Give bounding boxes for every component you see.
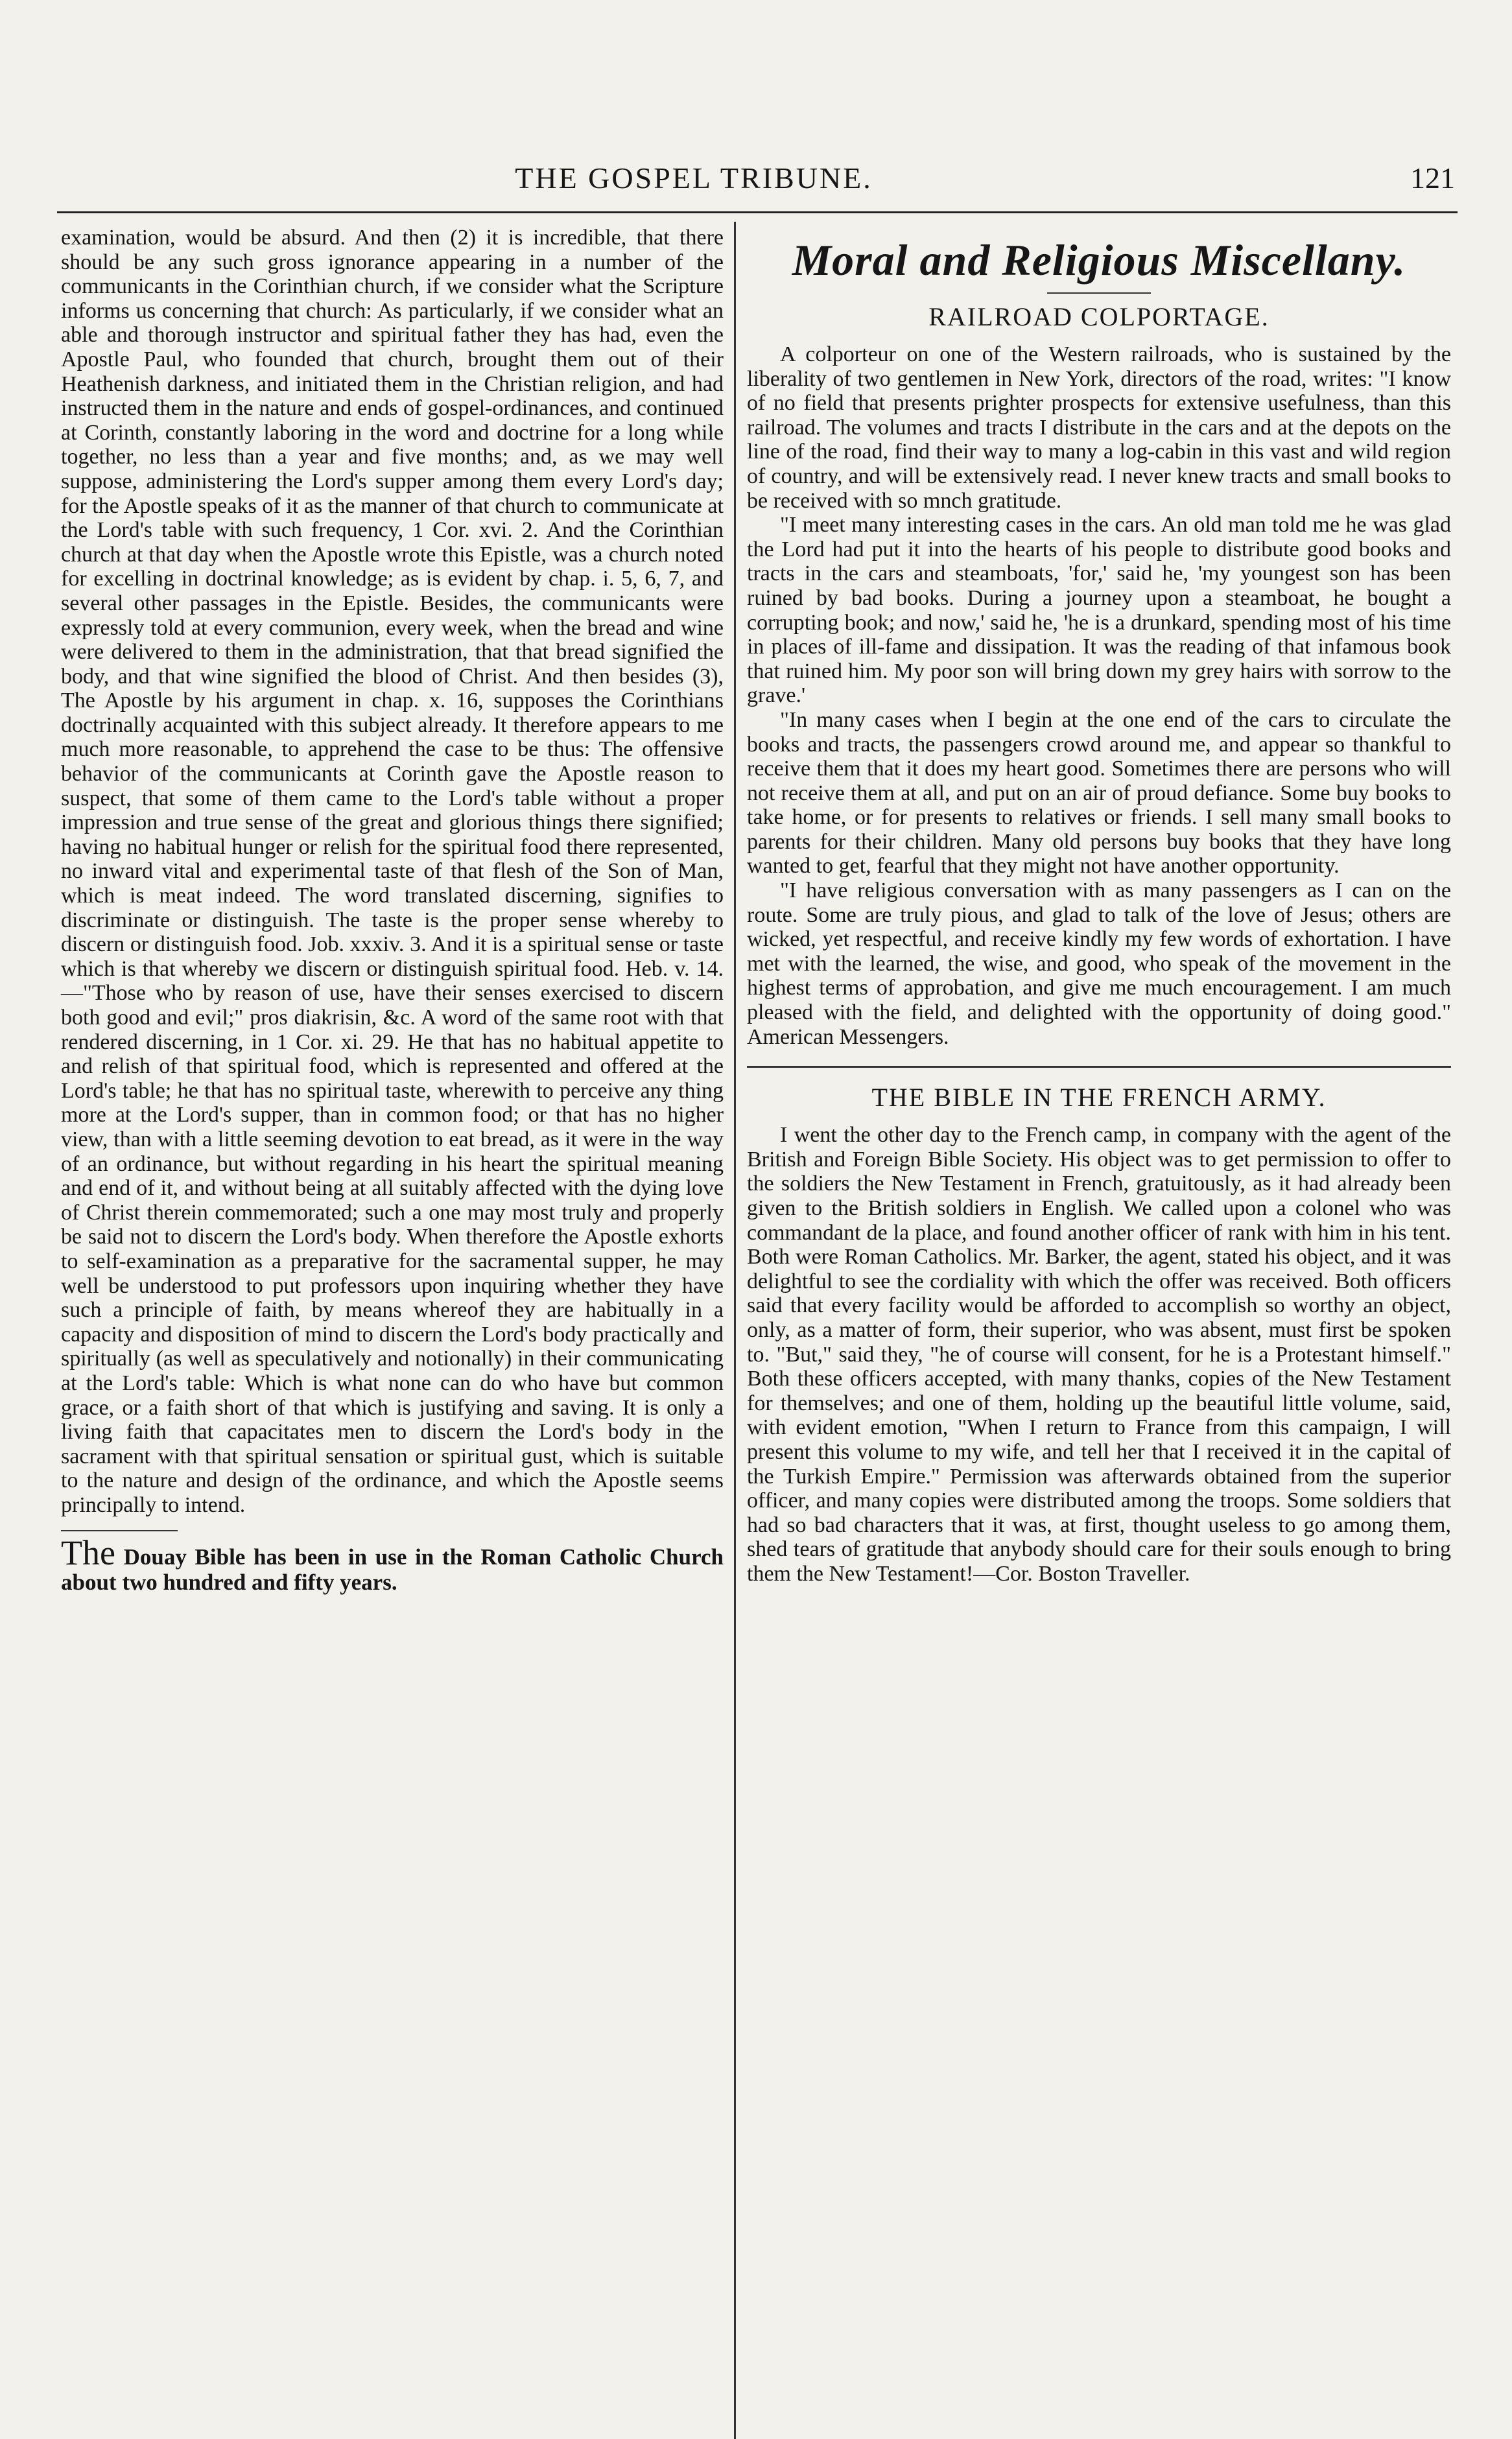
article-paragraph: A colporteur on one of the Western railroads, who is sustained by the liberality of two gentlemen in New York, directors of the road, writes: "I know of no field that presents prighter prospects for extensive usefulness, than this railroad. The volumes and tracts I distribute in the cars and at the depots on the line of the road, find their way to many a log-cabin in this vast and wild region of country, and will be extensively read. I never knew tracts and small books to be received with so mnch gratitude. bbox=[747, 342, 1451, 513]
article-heading-bible: THE BIBLE IN THE FRENCH ARMY. bbox=[871, 1083, 1327, 1113]
running-head bbox=[0, 161, 1512, 206]
article-paragraph: "I have religious conversation with as many passengers as I can on the route. Some are truly pious, and glad to talk of the love of Jesus; others are wicked, yet respectful, and receive kindly my few words of exhortation. I have met with the learned, the wise, and good, who speak of the movement in the highest terms of approbation, and give me much encouragement. I am much pleased with the field, and delighted with the opportunity of doing good." American Messengers. bbox=[747, 878, 1451, 1049]
body-paragraph: examination, would be absurd. And then (2) it is incredible, that there should be any such gross ignorance appearing in a number of the communicants in the Corinthian church, if we consider what the Scripture informs us concerning that church: As particularly, if we consider what an able and thorough instructor and spiritual father they has had, even the Apostle Paul, who founded that church, brought them out of their Heathenish darkness, and initiated them in the Christian religion, and had instructed them in the nature and ends of gospel-ordinances, and continued at Corinth, constantly laboring in the word and doctrine for a long while together, no less than a year and five months; and, as we may well suppose, administering the Lord's supper among them every Lord's day; for the Apostle speaks of it as the manner of that church to communicate at the Lord's table with such frequency, 1 Cor. xvi. 2. And the Corinthian church at that day when the Apostle wrote this Epistle, was a church noted for excelling in doctrinal knowledge; as is evident by chap. i. 5, 6, 7, and several other passages in the Epistle. Besides, the communicants were expressly told at every communion, every week, when the bread and wine were delivered to them in the administration, that that bread signified the body, and that wine signified the blood of Christ. And then besides (3), The Apostle by his argument in chap. x. 16, supposes the Corinthians doctrinally acquainted with this subject already. It therefore appears to me much more reasonable, to apprehend the case to be thus: The offensive behavior of the communicants at Corinth gave the Apostle reason to suspect, that some of them came to the Lord's table without a proper impression and true sense of the great and glorious things there signified; having no habitual hunger or relish for the spiritual food there represented, no inward vital and experimental taste of that flesh of the Son of Man, which is meat indeed. The word translated discerning, signifies to discriminate or distinguish. The taste is the proper sense whereby to discern or distinguish food. Job. xxxiv. 3. And it is a spiritual sense or taste which is that whereby we discern or distinguish spiritual food. Heb. v. 14.—"Those who by reason of use, have their senses exercised to discern both good and evil;" pros diakrisin, &c. A word of the same root with that rendered discerning, in 1 Cor. xi. 29. He that has no habitual appetite to and relish of that spiritual food, which is represented and offered at the Lord's table; he that has no spiritual taste, wherewith to perceive any thing more at the Lord's supper, than in common food; or that has no higher view, than with a little seeming devotion to eat bread, as it were in the way of an ordinance, but without regarding in his heart the spiritual meaning and end of it, and without being at all suitably affected with the dying love of Christ therein commemorated; such a one may most truly and properly be said not to discern the Lord's body. When therefore the Apostle exhorts to self-examination as a preparative for the sacramental supper, he may well be understood to put professors upon inquiring whether they have such a principle of faith, by means whereof they are habitually in a capacity and disposition of mind to discern the Lord's body practically and spiritually (as well as speculatively and notionally) in their communicating at the Lord's table: Which is what none can do who have but common grace, or a faith short of that which is justifying and saving. It is only a living faith that capacitates men to discern the Lord's body in the sacrament with that spiritual sensation or spiritual gust, which is suitable to the nature and design of the ordinance, and which the Apostle seems principally to intend. bbox=[61, 226, 724, 1517]
douay-note bbox=[61, 1533, 724, 1596]
left-column bbox=[61, 226, 724, 1595]
note-dropcap: The bbox=[61, 1533, 115, 1573]
note-rule bbox=[61, 1530, 178, 1531]
article-divider bbox=[747, 1066, 1451, 1068]
article-paragraph: I went the other day to the French camp, in company with the agent of the British and Foreign Bible Society. His object was to get permission to offer to the soldiers the New Testament in French, gratuitously, as it had already been given to the British soldiers in English. We called upon a colonel who was commandant de la place, and found another officer of rank with him in his tent. Both were Roman Catholics. Mr. Barker, the agent, stated his object, and it was delightful to see the cordiality with which the offer was received. Both officers said that every facility would be afforded to accomplish so worthy an object, only, as a matter of form, their superior, who was absent, must first be spoken to. "But," said they, "he of course will consent, for he is a Protestant himself." Both these officers accepted, with many thanks, copies of the New Testament for themselves; and one of them, holding up the beautiful little volume, said, with evident emotion, "When I return to France from this campaign, I will present this volume to my wife, and tell her that I received it in the capital of the Turkish Empire." Permission was afterwards obtained from the superior officer, and many copies were distributed among the troops. Some soldiers that had so bad characters that it was, at first, thought useless to go among them, shed tears of gratitude that anybody should care for their souls enough to bring them the New Testament!—Cor. Boston Traveller. bbox=[747, 1123, 1451, 1586]
right-column bbox=[747, 226, 1451, 1586]
section-title: Moral and Religious Miscellany. bbox=[792, 235, 1406, 285]
section-rule bbox=[1047, 292, 1151, 294]
header-rule bbox=[57, 211, 1458, 213]
column-divider bbox=[734, 222, 736, 2439]
publication-title: THE GOSPEL TRIBUNE. bbox=[515, 161, 873, 194]
page-number: 121 bbox=[1410, 161, 1455, 194]
article-paragraph: "I meet many interesting cases in the cars. An old man told me he was glad the Lord had put it into the hearts of his people to distribute good books and tracts in the cars and steamboats, 'for,' said he, 'my youngest son has been ruined by bad books. During a journey upon a steamboat, he bought a corrupting book; and now,' said he, 'he is a drunkard, spending most of his time in places of ill-fame and dissipation. It was the reading of that infamous book that ruined him. My poor son will bring down my grey hairs with sorrow to the grave.' bbox=[747, 513, 1451, 708]
note-text: Douay Bible has been in use in the Roman Catholic Church about two hundred and fifty years. bbox=[61, 1544, 724, 1596]
article-heading-railroad: RAILROAD COLPORTAGE. bbox=[928, 302, 1270, 331]
article-paragraph: "In many cases when I begin at the one end of the cars to circulate the books and tracts, the passengers crowd around me, and appear so thankful to receive them that it does my heart good. Sometimes there are persons who will not receive them at all, and put on an air of proud defiance. Some buy books to take home, or for presents to relatives or friends. I sell many small books to parents for their children. Many old persons buy books that they have long wanted to get, fearful that they might not have another opportunity. bbox=[747, 707, 1451, 878]
